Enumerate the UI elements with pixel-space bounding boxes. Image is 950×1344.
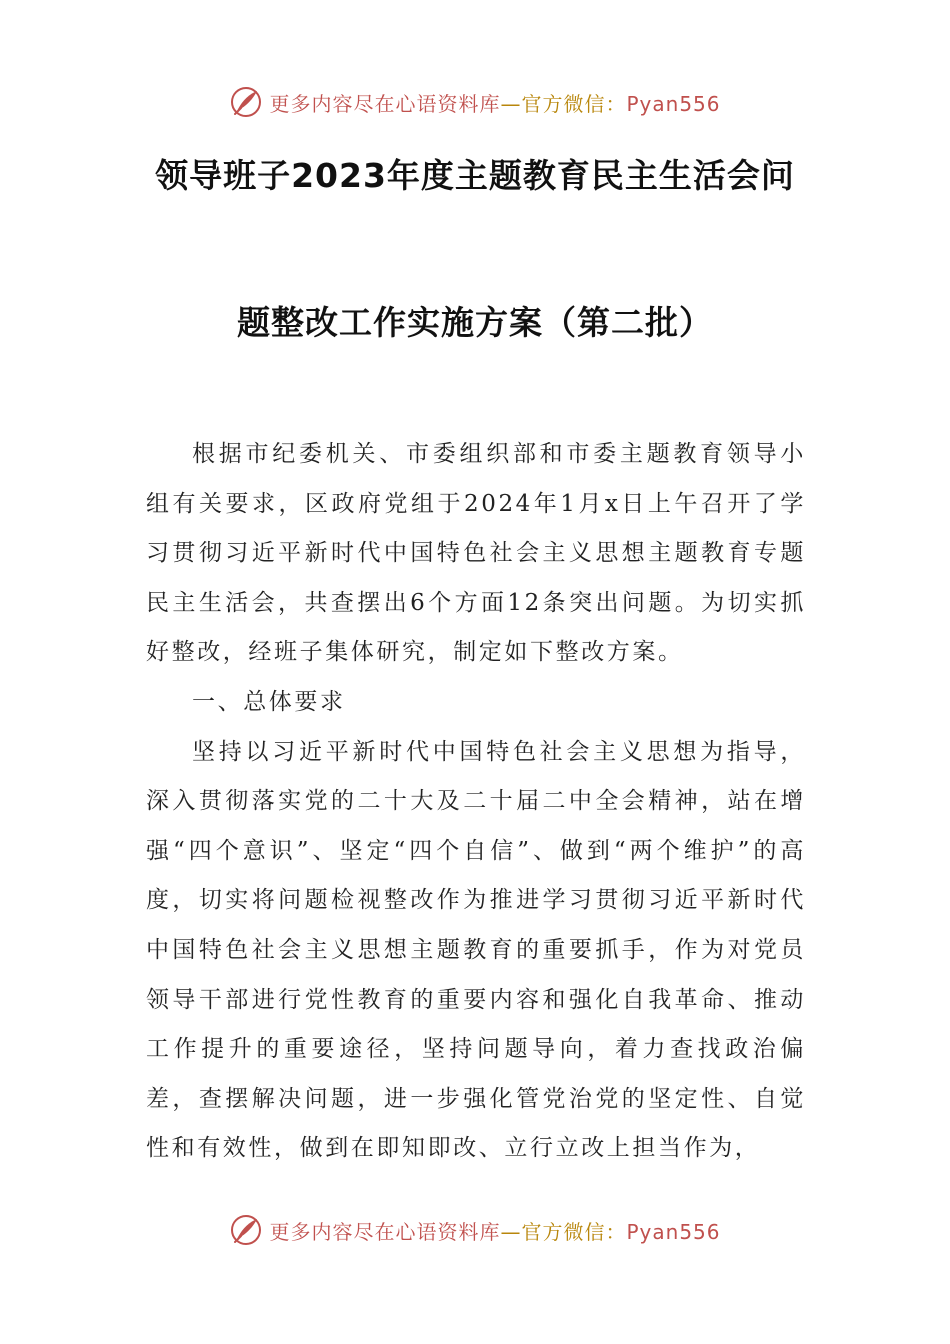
paragraph-guidance: 坚持以习近平新时代中国特色社会主义思想为指导，深入贯彻落实党的二十大及二十届二中全会精神，站在增强“四个意识”、坚定“四个自信”、做到“两个维护”的高度，切实将问题检视整改作为推进学习贯彻习近平新时代中国特色社会主义思想主题教育的重要抓手，作为对党员领导干部进行党性教育的重要内容和强化自我革命、推动工作提升的重要途径，坚持问题导向，着力查找政治偏差，查摆解决问题，进一步强化管党治党的坚定性、自觉性和有效性，做到在即知即改、立行立改上担当作为，: [146, 738, 806, 1162]
watermark-prefix: 更多内容尽在心语资料库: [269, 91, 501, 116]
paragraph-intro: 根据市纪委机关、市委组织部和市委主题教育领导小组有关要求，区政府党组于2024年1月x日上午召开了学习贯彻习近平新时代中国特色社会主义思想主题教育专题民主生活会，共查摆出6个方面12条突出问题。为切实抓好整改，经班子集体研究，制定如下整改方案。: [146, 441, 806, 666]
quill-pen-logo-icon: [229, 1213, 263, 1247]
watermark-text: [269, 88, 720, 117]
header-watermark: [0, 82, 950, 122]
watermark-dash: —: [500, 1219, 522, 1244]
watermark-wechat-id: Pyan556: [626, 91, 721, 116]
watermark-wechat-id: Pyan556: [626, 1219, 721, 1244]
section-heading-general-requirements: 一、总体要求: [192, 688, 346, 715]
footer-watermark: [0, 1210, 950, 1250]
document-title-line-1: 领导班子2023年度主题教育民主生活会问: [155, 156, 795, 195]
document-body: [146, 430, 806, 1174]
watermark-dash: —: [500, 91, 522, 116]
quill-pen-logo-icon: [229, 85, 263, 119]
watermark-wechat-label: 官方微信：: [521, 91, 627, 116]
document-title-line-2: 题整改工作实施方案（第二批）: [237, 303, 713, 342]
watermark-text: [269, 1216, 720, 1245]
watermark-wechat-label: 官方微信：: [521, 1219, 627, 1244]
watermark-prefix: 更多内容尽在心语资料库: [269, 1219, 501, 1244]
